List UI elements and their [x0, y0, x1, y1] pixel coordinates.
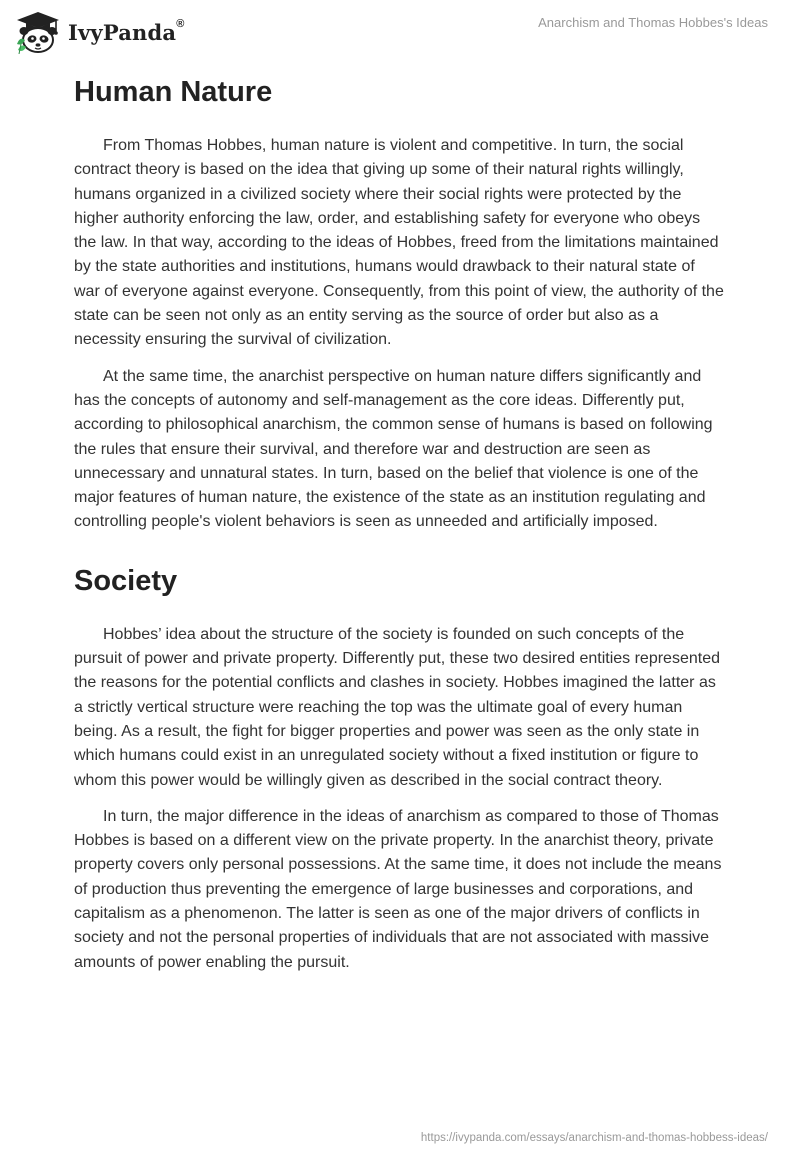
brand-name: IvyPanda® — [68, 17, 185, 45]
page-header — [0, 0, 800, 60]
paragraph: At the same time, the anarchist perspective on human nature differs significantly and has the concepts of autonomy and self-management as the core ideas. Differently put, according to philosophical anarchism, the common sense of humans is based on following the rules that ensure their survival, and therefore war and destruction are seen as unnecessary and unnatural states. In turn, based on the belief that violence is one of the major features of human nature, the existence of the state as an institution regulating and controlling people's violent behaviors is seen as unneeded and artificially imposed. — [74, 367, 713, 531]
section-heading-society: Society — [74, 564, 178, 597]
paragraph: Hobbes’ idea about the structure of the society is founded on such concepts of the pursuit of power and private property. Differently put, these two desired entities represented the reasons for the potential conflicts and clashes in society. Hobbes imagined the latter as a strictly vertical structure were reaching the top was the ultimate goal of every human being. As a result, the fight for bigger properties and power was seen as the only state in which humans could exist in an unregulated society without a fixed institution or figure to whom this power would be willingly given as described in the social contract theory. — [74, 625, 720, 789]
paragraph: In turn, the major difference in the ideas of anarchism as compared to those of Thomas Hobbes is based on a different view on the private property. In the anarchist theory, private property covers only personal possessions. At the same time, it does not include the means of production thus preventing the emergence of large businesses and corporations, and capitalism as a phenomenon. The latter is seen as one of the major drivers of conflicts in society and not the personal properties of individuals that are not associated with massive amounts of power enabling the pursuit. — [74, 807, 722, 971]
source-url-link[interactable]: https://ivypanda.com/essays/anarchism-and-thomas-hobbess-ideas/ — [420, 1132, 768, 1144]
document-title: Anarchism and Thomas Hobbes's Ideas — [538, 15, 768, 30]
panda-graduate-icon — [14, 10, 62, 54]
section-heading-human-nature: Human Nature — [74, 76, 273, 108]
brand-logo[interactable] — [14, 10, 185, 54]
essay-content — [74, 72, 724, 975]
registered-mark: ® — [176, 17, 185, 30]
paragraph: From Thomas Hobbes, human nature is violent and competitive. In turn, the social contract theory is based on the idea that giving up some of their natural rights willingly, humans organized in a civilized society where their social rights were protected by the higher authority enforcing the law, order, and establishing safety for everyone who obeys the law. In that way, according to the ideas of Hobbes, freed from the limitations maintained by the state authorities and institutions, humans would drawback to their natural state of war of everyone against everyone. Consequently, from this point of view, the authority of the state can be seen not only as an entity serving as the source of order but also as a necessity ensuring the survival of civilization. — [74, 137, 724, 349]
